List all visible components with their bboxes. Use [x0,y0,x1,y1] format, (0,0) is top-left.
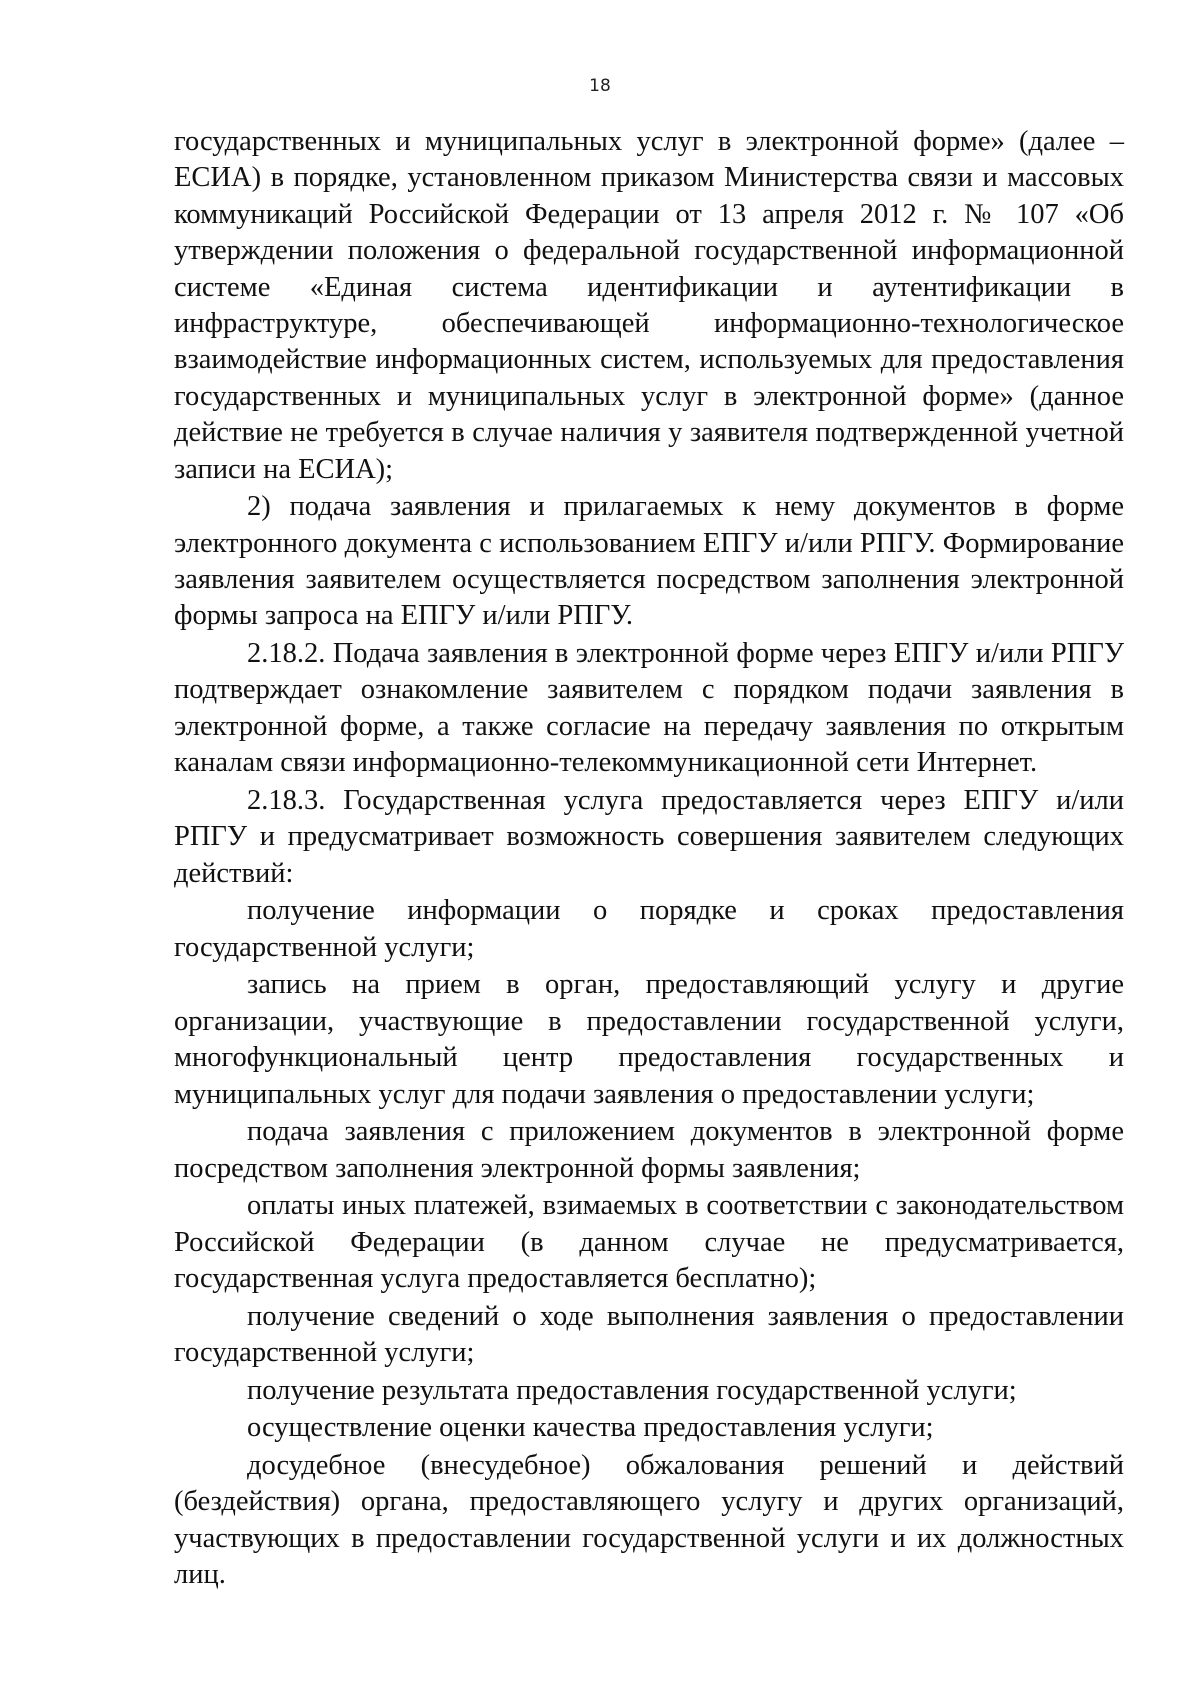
action-submit-application: подача заявления с приложением документов в электронной форме посредством заполнения электронной формы заявления; [174,1116,1124,1184]
action-get-result: получение результата предоставления государственной услуги; [247,1374,1017,1406]
action-status-tracking: получение сведений о ходе выполнения заявления о предоставлении государственной услуги; [174,1300,1124,1368]
action-appointment-booking: запись на прием в орган, предоставляющий услугу и другие организации, участвующие в предоставлении государственной услуги, многофункциональный центр предоставления государственных и муниципальных услуг для подачи заявления о предоставлении услуги; [174,969,1124,1110]
paragraph-2-18-3: 2.18.3. Государственная услуга предоставляется через ЕПГУ и/или РПГУ и предусматривает возможность совершения заявителем следующих действий: [174,784,1124,889]
action-pretrial-appeal: досудебное (внесудебное) обжалования решений и действий (бездействия) органа, предоставляющего услугу и других организаций, участвующих в предоставлении государственной услуги и их должностных лиц. [174,1449,1124,1590]
paragraph-esia-continuation: государственных и муниципальных услуг в электронной форме» (далее – ЕСИА) в порядке, установленном приказом Министерства связи и массовых коммуникаций Российской Федерации от 13 апреля 2012 г. № 107 «Об утверждении положения о федеральной государственной информационной системе «Единая система идентификации и аутентификации в инфраструктуре, обеспечивающей информационно-технологическое взаимодействие информационных систем, используемых для предоставления государственных и муниципальных услуг в электронной форме» (данное действие не требуется в случае наличия у заявителя подтвержденной учетной записи на ЕСИА); [174,126,1124,485]
paragraph-2-18-2: 2.18.2. Подача заявления в электронной форме через ЕПГУ и/или РПГУ подтверждает ознакомление заявителем с порядком подачи заявления в электронной форме, а также согласие на передачу заявления по открытым каналам связи информационно-телекоммуникационной сети Интернет. [174,638,1124,779]
document-body [174,124,1124,1593]
action-quality-rating: осуществление оценки качества предоставления услуги; [247,1412,934,1444]
action-get-information: получение информации о порядке и сроках предоставления государственной услуги; [174,895,1124,963]
page-number: 18 [589,76,611,96]
paragraph-item-2-submission: 2) подача заявления и прилагаемых к нему документов в форме электронного документа с использованием ЕПГУ и/или РПГУ. Формирование заявления заявителем осуществляется посредством заполнения электронной формы запроса на ЕПГУ и/или РПГУ. [174,491,1124,632]
action-payments: оплаты иных платежей, взимаемых в соответствии с законодательством Российской Федерации (в данном случае не предусматривается, государственная услуга предоставляется бесплатно); [174,1190,1124,1294]
